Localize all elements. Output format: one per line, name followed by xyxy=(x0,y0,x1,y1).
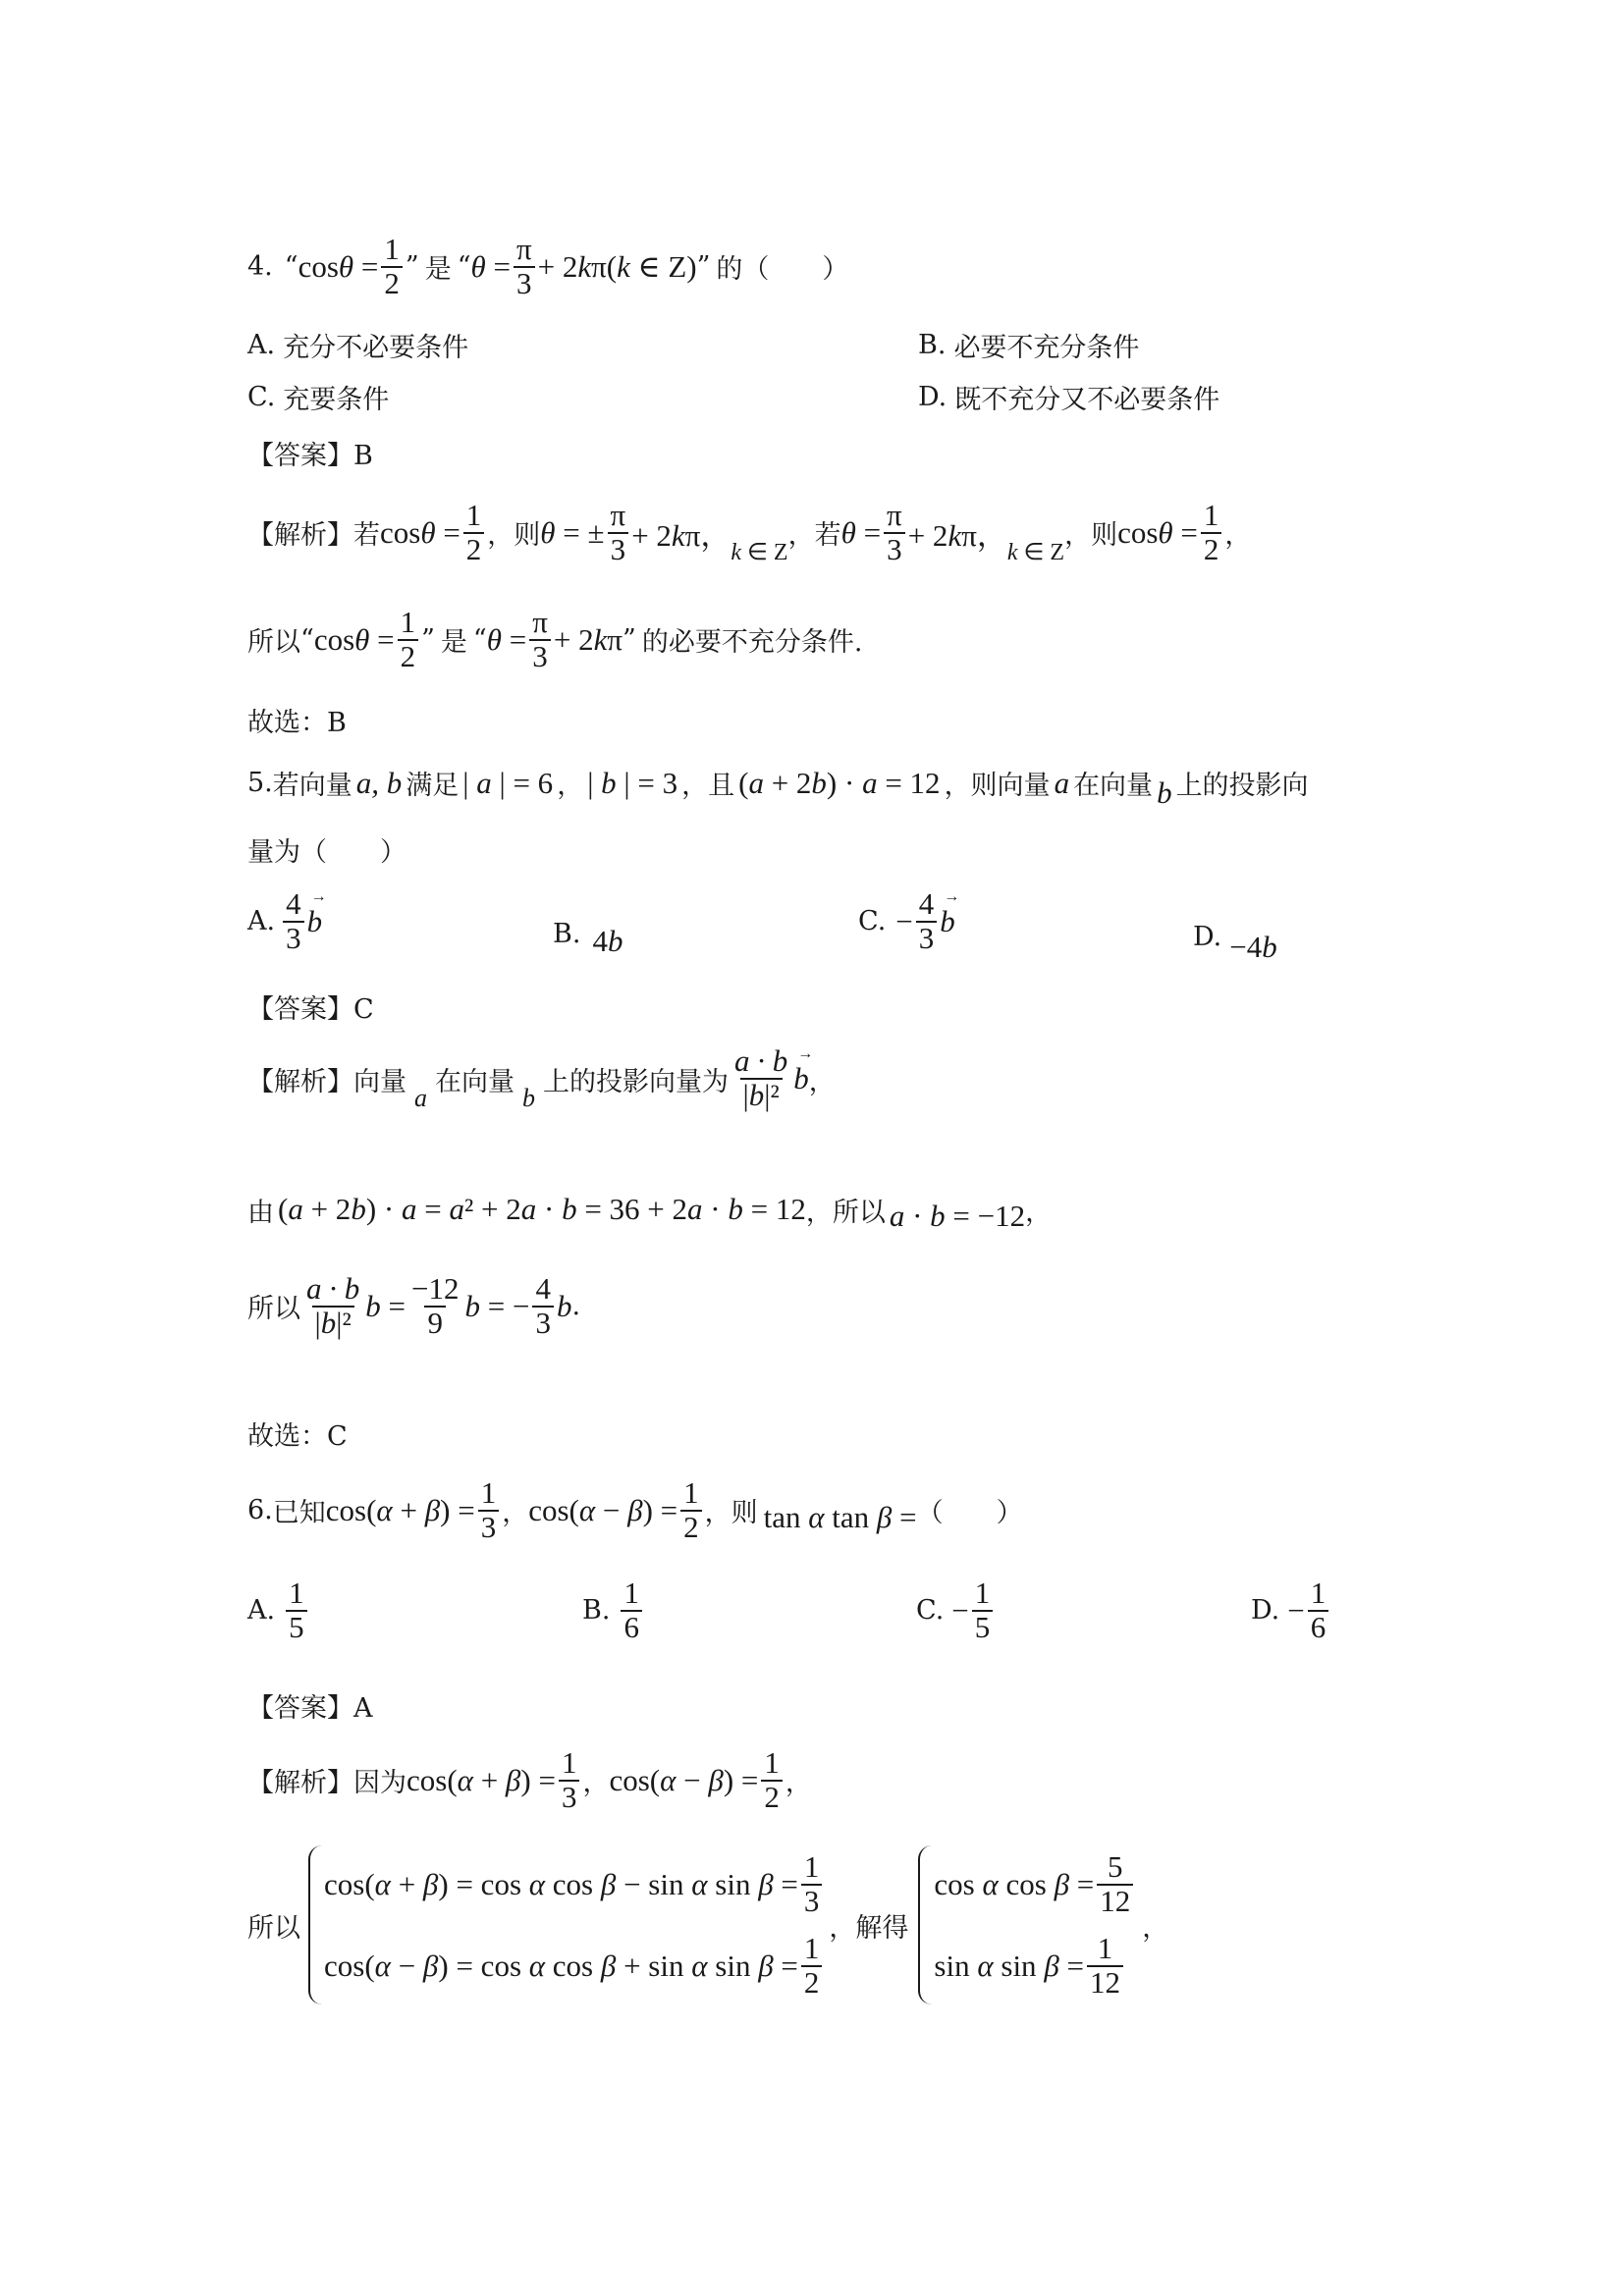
q5-option-b[interactable]: B. 4b xyxy=(553,918,623,958)
q4-stem: 4. “ cosθ = $\frac{1}{2}$ ” 是 “ θ = $\frac{\pi}{3}$ + 2kπ(k ∈ Z) ” 的（ ） xyxy=(247,232,849,300)
fraction: $\frac{1}{5}$ xyxy=(972,1577,994,1643)
fraction: $\frac{1}{2}$ xyxy=(381,234,403,299)
q6-option-c[interactable]: C. − $\frac{1}{5}$ xyxy=(916,1577,996,1643)
fraction: $\frac{1}{2}$ xyxy=(463,500,485,565)
q4-analysis-1: 【解析】 若 cosθ = $\frac{1}{2}$ ，则 θ = ± $\frac{\pi}{3}$ + 2kπ， k ∈ Z ，若 θ = $\frac{\pi}{3}$ + 2kπ， k ∈ Z ，则 cosθ = $\frac{1}{2}$ ， xyxy=(247,497,1252,566)
system-brace: cos(α + β) = cos α cos β − sin α sin β = $\frac{1}{3}$ cos(α − β) = cos α cos β + sin α sin β = $\frac{1}{2}$ xyxy=(308,1845,825,2004)
fraction: $\frac{1}{3}$ xyxy=(801,1851,823,1917)
fraction: $\frac{\pi}{3}$ xyxy=(608,500,629,565)
q5-option-d[interactable]: D. −4b xyxy=(1193,921,1277,964)
fraction: $\frac{1}{2}$ xyxy=(680,1477,702,1543)
q4-option-c[interactable]: C. 充要条件 xyxy=(247,382,390,415)
vector-b: → b xyxy=(940,904,955,939)
q5-option-c[interactable]: C. − $\frac{4}{3}$ → b xyxy=(858,888,955,954)
q4-conclusion: 故选：B xyxy=(247,708,347,738)
fraction: $\frac{\pi}{3}$ xyxy=(514,234,535,299)
fraction: $\frac{1}{12}$ xyxy=(1087,1933,1123,1999)
fraction: $\frac{5}{12}$ xyxy=(1097,1851,1133,1917)
q4-number: 4. xyxy=(247,251,273,283)
q4-answer: 【答案】B xyxy=(247,441,373,471)
q5-answer: 【答案】C xyxy=(247,994,374,1025)
fraction: $\frac{4}{3}$ xyxy=(916,888,938,954)
fraction: $\frac{1}{6}$ xyxy=(621,1577,642,1643)
fraction: $\frac{1}{6}$ xyxy=(1308,1577,1329,1643)
q5-analysis-2: 由 (a + 2b) · a = a² + 2a · b = 36 + 2a · b = 12 ，所以 a · b = −12 ， xyxy=(247,1192,1053,1233)
fraction: $\frac{a \cdot b}{\text{|b|²}}$ xyxy=(306,1271,360,1340)
q6-answer: 【答案】A xyxy=(247,1693,373,1724)
vector-b: → b xyxy=(307,904,323,939)
fraction: $\frac{1}{3}$ xyxy=(559,1747,580,1813)
q5-analysis-1: 【解析】 向量 a 在向量 b 上的投影向量为 $\frac{a \cdot b}{\text{|b|²}}$ → b ， xyxy=(247,1044,836,1113)
fraction: $\frac{1}{2}$ xyxy=(1201,500,1222,565)
q4-option-b[interactable]: B. 必要不充分条件 xyxy=(918,330,1140,363)
q5-analysis-3: 所以 $\frac{a \cdot b}{\text{|b|²}}$ b = $\frac{-12}{9}$ b = − $\frac{4}{3}$ b . xyxy=(247,1271,581,1340)
q6-option-a[interactable]: A. $\frac{1}{5}$ xyxy=(247,1577,310,1643)
q6-option-d[interactable]: D. − $\frac{1}{6}$ xyxy=(1251,1577,1331,1643)
q4-option-a[interactable]: A. 充分不必要条件 xyxy=(247,330,469,363)
q4-option-d[interactable]: D. 既不充分又不必要条件 xyxy=(918,382,1220,415)
fraction: $\frac{a \cdot b}{\text{|b|²}}$ xyxy=(734,1043,788,1112)
q5-conclusion: 故选：C xyxy=(247,1421,348,1452)
system-brace: cos α cos β = $\frac{5}{12}$ sin α sin β = $\frac{1}{12}$ xyxy=(918,1845,1136,2004)
q5-stem-line1: 5. 若向量 a, b 满足 | a | = 6 ， | b | = 3 ，且 (a + 2b) · a = 12 ，则向量 a 在向量 b 上的投影向 xyxy=(247,765,1309,810)
q6-option-b[interactable]: B. $\frac{1}{6}$ xyxy=(582,1577,645,1643)
fraction: $\frac{4}{3}$ xyxy=(532,1273,554,1339)
q6-stem: 6. 已知 cos(α + β) = $\frac{1}{3}$ ， cos(α − β) = $\frac{1}{2}$ ，则 tan α tan β = （ ） xyxy=(247,1475,1023,1544)
fraction: $\frac{1}{2}$ xyxy=(801,1933,823,1999)
q6-analysis-2: 所以 cos(α + β) = cos α cos β − sin α sin β = $\frac{1}{3}$ cos(α − β) = cos α cos β + sin α sin β = $\frac{1}{2}$ ，解得 cos α cos β = $\frac{5}{12}$ sin α sin β = $\frac{1}{12}$ ， xyxy=(247,1845,1168,2004)
fraction: $\frac{\pi}{3}$ xyxy=(529,607,551,672)
fraction: $\frac{4}{3}$ xyxy=(283,888,304,954)
q5-stem-line2: 量为（ ） xyxy=(247,837,406,868)
fraction: $\frac{1}{2}$ xyxy=(761,1747,783,1813)
fraction: $\frac{1}{5}$ xyxy=(286,1577,307,1643)
q4-analysis-2: 所以 “ cosθ = $\frac{1}{2}$ ” 是 “ θ = $\frac{\pi}{3}$ + 2kπ ” 的必要不充分条件. xyxy=(247,605,863,673)
fraction: $\frac{1}{2}$ xyxy=(398,607,419,672)
fraction: $\frac{1}{3}$ xyxy=(478,1477,500,1543)
q6-analysis-1: 【解析】 因为 cos(α + β) = $\frac{1}{3}$ ， cos(α − β) = $\frac{1}{2}$ ， xyxy=(247,1745,812,1814)
fraction: $\frac{-12}{9}$ xyxy=(410,1271,460,1340)
q5-option-a[interactable]: A. $\frac{4}{3}$ → b xyxy=(247,888,322,954)
vector-b: → b xyxy=(793,1061,809,1096)
fraction: $\frac{\pi}{3}$ xyxy=(884,500,905,565)
